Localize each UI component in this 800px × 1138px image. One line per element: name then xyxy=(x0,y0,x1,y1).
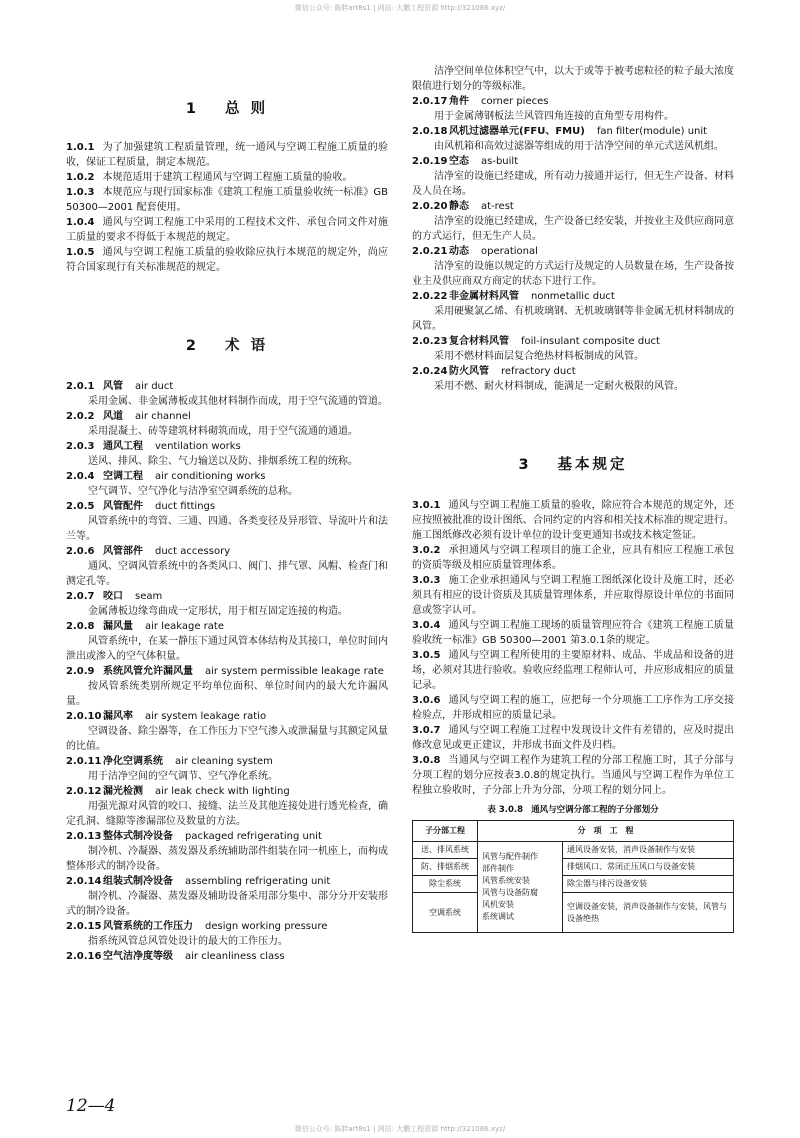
table-row xyxy=(413,842,734,859)
term-entry xyxy=(66,499,388,514)
term-english: ventilation works xyxy=(155,441,241,452)
term-entry xyxy=(412,199,734,214)
chapter-title: 基本规定 xyxy=(557,457,628,473)
left-column xyxy=(66,100,388,964)
term-definition: 用强光源对风管的咬口、接缝、法兰及其他连接处进行透光检查，确定孔洞、缝隙等渗漏部位及数量的方法。 xyxy=(66,801,388,827)
term-number: 2.0.13 xyxy=(66,831,102,842)
clause xyxy=(412,648,734,693)
term-number: 2.0.24 xyxy=(412,366,448,377)
clause-number xyxy=(412,755,448,766)
term-definition: 采用金属、非金属薄板或其他材料制作而成，用于空气流通的管道。 xyxy=(88,396,388,407)
term-chinese: 静态 xyxy=(449,201,469,212)
clause-number-text: 1.0.2 xyxy=(66,172,95,183)
term-chinese: 漏风率 xyxy=(103,711,133,722)
term-english: foil-insulant composite duct xyxy=(521,336,660,347)
clause-number xyxy=(66,187,102,198)
table-cell-spec: 排烟风口、常闭正压风口与设备安装 xyxy=(563,859,734,876)
clause-number xyxy=(412,650,448,661)
term-chinese: 风机过滤器单元(FFU、FMU) xyxy=(449,126,585,137)
term-entry xyxy=(412,94,734,109)
watermark-top: 微信公众号: 陈胖art8s1 | 网站: 大鹏工程资源 http://321086.xyz/ xyxy=(294,4,506,12)
term-number: 2.0.10 xyxy=(66,711,102,722)
term-entry xyxy=(66,619,388,634)
clause-number xyxy=(412,575,448,586)
term-english: corner pieces xyxy=(481,96,549,107)
term-chinese: 系统风管允许漏风量 xyxy=(103,666,193,677)
clause-text: 通风与空调工程施工中采用的工程技术文件、承包合同文件对施工质量的要求不得低于本规范的规定。 xyxy=(66,217,388,243)
table-row xyxy=(413,893,734,933)
common-item: 风管与配件制作 xyxy=(482,852,538,861)
clause xyxy=(412,753,734,798)
table-cell-spec: 空调设备安装，消声设备制作与安装，风管与设备绝热 xyxy=(563,893,734,933)
term-chinese: 整体式制冷设备 xyxy=(103,831,173,842)
term-entry xyxy=(66,784,388,799)
term-number: 2.0.9 xyxy=(66,666,95,677)
clause xyxy=(412,573,734,618)
term-english: packaged refrigerating unit xyxy=(185,831,322,842)
table-cell-spec: 除尘器与排污设备安装 xyxy=(563,876,734,893)
term-number: 2.0.7 xyxy=(66,591,95,602)
watermark-bottom: 微信公众号: 陈胖art8s1 | 网站: 大鹏工程资源 http://321086.xyz/ xyxy=(294,1125,506,1133)
chapter-2-heading xyxy=(66,337,388,355)
common-item: 风机安装 xyxy=(482,900,514,909)
right-column xyxy=(412,64,734,933)
clause-number-text: 3.0.8 xyxy=(412,755,441,766)
common-item: 系统调试 xyxy=(482,912,514,921)
term-definition: 采用不燃材料面层复合绝热材料板制成的风管。 xyxy=(434,351,644,362)
term-english: duct fittings xyxy=(155,501,216,512)
term-number: 2.0.3 xyxy=(66,441,95,452)
term-number: 2.0.2 xyxy=(66,411,95,422)
page-number: 12—4 xyxy=(66,1096,116,1116)
term-definition: 空调设备、除尘器等，在工作压力下空气渗入或泄漏量与其额定风量的比值。 xyxy=(66,726,388,752)
clause-number xyxy=(66,247,102,258)
table-row xyxy=(413,876,734,893)
chapter-number: 1 xyxy=(185,101,200,117)
clause xyxy=(66,170,388,185)
chapter-3-clauses xyxy=(412,498,734,798)
table-row xyxy=(413,859,734,876)
term-definition-continued: 洁净空间单位体积空气中，以大于或等于被考虑粒径的粒子最大浓度限值进行划分的等级标准。 xyxy=(412,66,734,92)
term-chinese: 空气洁净度等级 xyxy=(103,951,173,962)
table-number: 表 3.0.8 xyxy=(487,805,524,815)
clause xyxy=(412,543,734,573)
term-english: fan filter(module) unit xyxy=(596,126,708,137)
term-number: 2.0.4 xyxy=(66,471,95,482)
clause-number xyxy=(412,545,448,556)
term-definition: 洁净室的设施已经建成，所有动力接通并运行，但无生产设备、材料及人员在场。 xyxy=(412,171,734,197)
term-number: 2.0.5 xyxy=(66,501,95,512)
term-chinese: 防火风管 xyxy=(449,366,489,377)
term-english: seam xyxy=(135,591,163,602)
term-english: air channel xyxy=(135,411,191,422)
term-entry xyxy=(66,709,388,724)
term-entry xyxy=(66,949,388,964)
term-entry xyxy=(412,244,734,259)
term-english: air system leakage ratio xyxy=(145,711,267,722)
term-entry xyxy=(66,829,388,844)
clause-number-text: 3.0.1 xyxy=(412,500,441,511)
subdivision-table xyxy=(412,820,734,933)
term-definition: 风管系统中，在某一静压下通过风管本体结构及其接口，单位时间内泄出或渗入的空气体积量。 xyxy=(66,636,388,662)
term-definition: 采用硬聚氯乙烯、有机玻璃钢、无机玻璃钢等非金属无机材料制成的风管。 xyxy=(412,306,734,332)
table-header-sub: 子分部工程 xyxy=(413,821,478,842)
table-cell-sub: 送、排风系统 xyxy=(413,842,478,859)
clause xyxy=(412,723,734,753)
term-entry xyxy=(66,664,388,679)
term-entry xyxy=(412,289,734,304)
chapter-1-heading xyxy=(66,100,388,118)
clause xyxy=(66,245,388,275)
term-english: air conditioning works xyxy=(155,471,266,482)
term-definition: 由风机箱和高效过滤器等组成的用于洁净空间的单元式送风机组。 xyxy=(434,141,724,152)
clause-number xyxy=(412,695,448,706)
term-english: air leakage rate xyxy=(145,621,224,632)
term-english: air leak check with lighting xyxy=(155,786,290,797)
clause-number-text: 3.0.6 xyxy=(412,695,441,706)
term-number: 2.0.1 xyxy=(66,381,95,392)
term-entry xyxy=(66,409,388,424)
clause xyxy=(412,693,734,723)
term-number: 2.0.11 xyxy=(66,756,102,767)
chapter-number: 2 xyxy=(185,338,200,354)
term-entry xyxy=(412,154,734,169)
term-chinese: 咬口 xyxy=(103,591,123,602)
term-chinese: 漏风量 xyxy=(103,621,133,632)
term-english: as-built xyxy=(481,156,519,167)
term-entry xyxy=(66,379,388,394)
term-english: air cleanliness class xyxy=(185,951,285,962)
term-definition: 制冷机、冷凝器、蒸发器及系统辅助部件组装在同一机座上，而构成整体形式的制冷设备。 xyxy=(66,846,388,872)
term-number: 2.0.17 xyxy=(412,96,448,107)
term-english: operational xyxy=(481,246,538,257)
term-chinese: 复合材料风管 xyxy=(449,336,509,347)
chapter-title: 总 则 xyxy=(225,101,269,117)
term-number: 2.0.18 xyxy=(412,126,448,137)
term-definition: 制冷机、冷凝器、蒸发器及辅助设备采用部分集中、部分分开安装形式的制冷设备。 xyxy=(66,891,388,917)
term-definition: 送风、排风、除尘、气力输送以及防、排烟系统工程的统称。 xyxy=(88,456,358,467)
table-cell-sub: 防、排烟系统 xyxy=(413,859,478,876)
term-english: refractory duct xyxy=(501,366,576,377)
table-cell-common-items xyxy=(478,842,563,933)
clause-text: 承担通风与空调工程项目的施工企业，应具有相应工程施工承包的资质等级及相应质量管理体系。 xyxy=(412,545,734,571)
clause-number-text: 3.0.4 xyxy=(412,620,441,631)
term-chinese: 非金属材料风管 xyxy=(449,291,519,302)
clause-number-text: 3.0.2 xyxy=(412,545,441,556)
clause-number-text: 3.0.5 xyxy=(412,650,441,661)
clause xyxy=(412,498,734,543)
term-english: air system permissible leakage rate xyxy=(205,666,384,677)
term-entry xyxy=(66,754,388,769)
term-definition: 按风管系统类别所规定平均单位面积、单位时间内的最大允许漏风量。 xyxy=(66,681,388,707)
clause-number-text: 1.0.4 xyxy=(66,217,95,228)
term-chinese: 风管配件 xyxy=(103,501,143,512)
clause-number-text: 3.0.3 xyxy=(412,575,441,586)
term-list-right xyxy=(412,94,734,394)
term-english: assembling refrigerating unit xyxy=(185,876,331,887)
term-chinese: 风道 xyxy=(103,411,123,422)
term-english: air cleaning system xyxy=(175,756,273,767)
chapter-1-clauses xyxy=(66,140,388,275)
clause-number xyxy=(412,500,448,511)
term-chinese: 通风工程 xyxy=(103,441,143,452)
term-entry xyxy=(66,469,388,484)
clause-number-text: 1.0.3 xyxy=(66,187,95,198)
term-number: 2.0.15 xyxy=(66,921,102,932)
term-entry xyxy=(66,919,388,934)
term-chinese: 空调工程 xyxy=(103,471,143,482)
clause-number xyxy=(412,725,448,736)
clause-text: 通风与空调工程施工质量的验收除应执行本规范的规定外，尚应符合国家现行有关标准规范的规定。 xyxy=(66,247,388,273)
term-english: design working pressure xyxy=(205,921,328,932)
term-definition: 洁净室的设施以规定的方式运行及规定的人员数量在场，生产设备按业主及供应商双方商定的状态下进行工作。 xyxy=(412,261,734,287)
clause-number-text: 1.0.1 xyxy=(66,142,95,153)
term-definition: 洁净室的设施已经建成，生产设备已经安装，并按业主及供应商同意的方式运行，但无生产人员。 xyxy=(412,216,734,242)
term-number: 2.0.20 xyxy=(412,201,448,212)
table-title: 通风与空调分部工程的子分部划分 xyxy=(531,805,659,815)
term-number: 2.0.23 xyxy=(412,336,448,347)
term-entry xyxy=(66,874,388,889)
clause xyxy=(412,618,734,648)
chapter-3-heading xyxy=(412,456,734,474)
clause-text: 本规范应与现行国家标准《建筑工程施工质量验收统一标准》GB 50300—2001 配套使用。 xyxy=(66,187,388,213)
term-entry xyxy=(412,124,734,139)
term-number: 2.0.6 xyxy=(66,546,95,557)
term-english: air duct xyxy=(135,381,174,392)
clause-number-text: 3.0.7 xyxy=(412,725,441,736)
table-cell-sub: 空调系统 xyxy=(413,893,478,933)
clause-number-text: 1.0.5 xyxy=(66,247,95,258)
term-list-left xyxy=(66,379,388,964)
term-number: 2.0.12 xyxy=(66,786,102,797)
term-definition: 采用不燃、耐火材料制成，能满足一定耐火极限的风管。 xyxy=(434,381,684,392)
term-chinese: 角件 xyxy=(449,96,469,107)
term-entry xyxy=(66,589,388,604)
clause xyxy=(66,215,388,245)
term-definition: 通风、空调风管系统中的各类风口、阀门、排气罩、风帽、检查门和测定孔等。 xyxy=(66,561,388,587)
term-number: 2.0.19 xyxy=(412,156,448,167)
clause-text: 为了加强建筑工程质量管理，统一通风与空调工程施工质量的验收，保证工程质量，制定本规范。 xyxy=(66,142,388,168)
term-definition: 用于洁净空间的空气调节、空气净化系统。 xyxy=(88,771,278,782)
term-entry xyxy=(66,544,388,559)
term-number: 2.0.22 xyxy=(412,291,448,302)
term-english: at-rest xyxy=(481,201,514,212)
term-english: duct accessory xyxy=(155,546,231,557)
term-chinese: 组装式制冷设备 xyxy=(103,876,173,887)
term-chinese: 动态 xyxy=(449,246,469,257)
clause-text: 当通风与空调工程作为建筑工程的分部工程施工时，其子分部与分项工程的划分应按表3.0.8的规定执行。当通风与空调工程作为单位工程独立验收时，子分部上升为分部，分项工程的划分同上。 xyxy=(412,755,734,796)
clause-number xyxy=(412,620,448,631)
term-number: 2.0.8 xyxy=(66,621,95,632)
clause-text: 通风与空调工程所使用的主要原材料、成品、半成品和设备的进场，必须对其进行验收。验收应经监理工程师认可，并应形成相应的质量记录。 xyxy=(412,650,734,691)
term-chinese: 风管 xyxy=(103,381,123,392)
term-definition: 指系统风管总风管处设计的最大的工作压力。 xyxy=(88,936,288,947)
term-number: 2.0.14 xyxy=(66,876,102,887)
term-chinese: 净化空调系统 xyxy=(103,756,163,767)
clause-number xyxy=(66,142,102,153)
term-definition: 风管系统中的弯管、三通、四通、各类变径及异形管、导流叶片和法兰等。 xyxy=(66,516,388,542)
term-definition: 金属薄板边缘弯曲成一定形状，用于相互固定连接的构造。 xyxy=(88,606,348,617)
term-chinese: 漏光检测 xyxy=(103,786,143,797)
term-entry xyxy=(66,439,388,454)
term-entry xyxy=(412,334,734,349)
term-entry xyxy=(412,364,734,379)
common-item: 风管系统安装 xyxy=(482,876,530,885)
clause-text: 通风与空调工程的施工，应把每一个分项施工工序作为工序交接检验点，并形成相应的质量记录。 xyxy=(412,695,734,721)
common-item: 风管与设备防腐 xyxy=(482,888,538,897)
term-chinese: 风管系统的工作压力 xyxy=(103,921,193,932)
clause-text: 通风与空调工程施工过程中发现设计文件有差错的，应及时提出修改意见或更正建议，并形成书面文件及归档。 xyxy=(412,725,734,751)
clause-text: 施工企业承担通风与空调工程施工图纸深化设计及施工时，还必须具有相应的设计资质及其质量管理体系，并应取得原设计单位的书面同意或签字认可。 xyxy=(412,575,734,616)
clause xyxy=(66,185,388,215)
term-number: 2.0.21 xyxy=(412,246,448,257)
clause-text: 通风与空调工程施工现场的质量管理应符合《建筑工程施工质量验收统一标准》GB 50300—2001 第3.0.1条的规定。 xyxy=(412,620,734,646)
clause xyxy=(66,140,388,170)
term-english: nonmetallic duct xyxy=(531,291,615,302)
common-item: 部件制作 xyxy=(482,864,514,873)
term-definition: 空气调节、空气净化与洁净室空调系统的总称。 xyxy=(88,486,298,497)
table-header-items: 分 项 工 程 xyxy=(478,821,734,842)
term-number: 2.0.16 xyxy=(66,951,102,962)
term-chinese: 风管部件 xyxy=(103,546,143,557)
clause-number xyxy=(66,172,102,183)
table-cell-sub: 除尘系统 xyxy=(413,876,478,893)
clause-text: 本规范适用于建筑工程通风与空调工程施工质量的验收。 xyxy=(102,172,353,183)
term-chinese: 空态 xyxy=(449,156,469,167)
term-definition: 用于金属薄钢板法兰风管四角连接的直角型专用构件。 xyxy=(434,111,674,122)
table-cell-spec: 通风设备安装，消声设备制作与安装 xyxy=(563,842,734,859)
chapter-number: 3 xyxy=(518,457,532,473)
table-caption xyxy=(412,804,734,816)
clause-text: 通风与空调工程施工质量的验收，除应符合本规范的规定外，还应按照被批准的设计图纸、合同约定的内容和相关技术标准的规定进行。施工图纸修改必须有设计单位的设计变更通知书或技术核定签证。 xyxy=(412,500,734,541)
term-definition: 采用混凝土、砖等建筑材料砌筑而成，用于空气流通的通道。 xyxy=(88,426,358,437)
chapter-title: 术 语 xyxy=(225,338,269,354)
clause-number xyxy=(66,217,102,228)
